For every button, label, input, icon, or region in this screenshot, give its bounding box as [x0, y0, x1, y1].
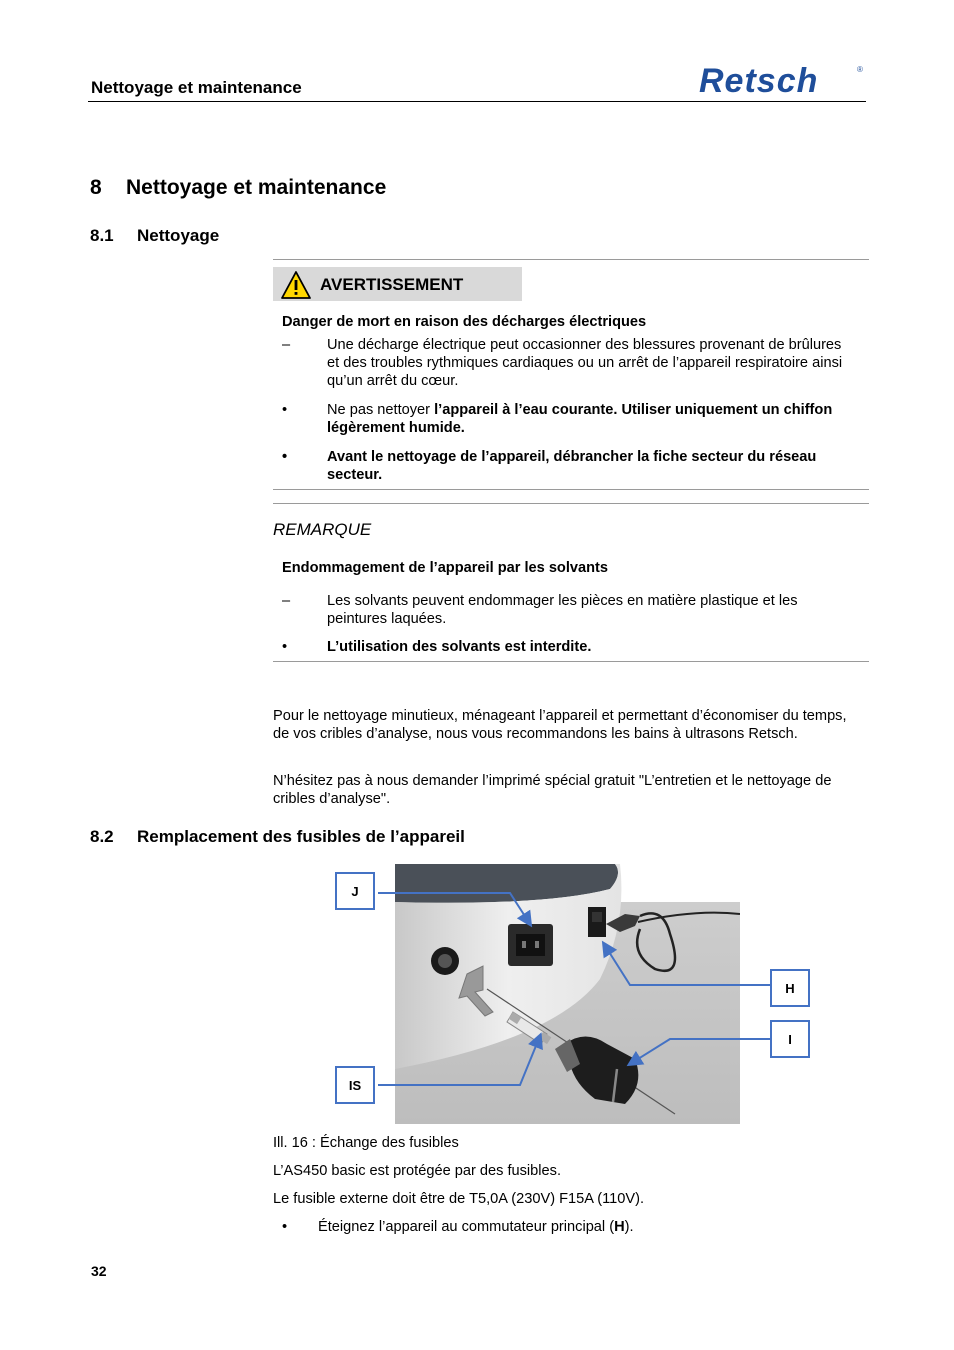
warning-item-3-text: Avant le nettoyage de l’appareil, débrancher la fiche secteur du réseau secteur.	[327, 449, 817, 483]
note-label: REMARQUE	[273, 520, 372, 539]
warning-bottom-rule	[273, 489, 869, 490]
note-item-1-text: Les solvants peuvent endommager les pièces en matière plastique et les peintures laquées.	[327, 593, 798, 627]
callout-label-j: J	[335, 872, 375, 910]
page-number: 32	[91, 1263, 107, 1279]
logo-wordmark: Retsch	[699, 62, 819, 100]
warning-heading: Danger de mort en raison des décharges électriques	[282, 314, 647, 330]
section-8-2-title: Remplacement des fusibles de l’appareil	[137, 827, 465, 846]
section-8-2-number: 8.2	[90, 827, 114, 846]
instruction-marker: •	[282, 1219, 288, 1235]
warning-item-3-marker: •	[282, 449, 288, 465]
header-rule	[88, 101, 866, 102]
logo-registered-mark: ®	[857, 65, 863, 74]
note-heading: Endommagement de l’appareil par les solvants	[282, 560, 609, 576]
fuse-replacement-illustration	[395, 864, 740, 1124]
figure-caption: Ill. 16 : Échange des fusibles	[273, 1135, 459, 1151]
note-item-2-marker: •	[282, 639, 288, 655]
warning-label: AVERTISSEMENT	[320, 275, 464, 294]
running-header: Nettoyage et maintenance	[91, 78, 302, 97]
callout-label-h: H	[770, 969, 810, 1007]
section-8-number: 8	[90, 176, 102, 199]
section-8-heading	[90, 176, 386, 200]
section-8-2-heading	[90, 827, 465, 847]
retsch-logo	[697, 60, 865, 100]
warning-top-rule	[273, 259, 869, 260]
note-item-2-text: L’utilisation des solvants est interdite.	[327, 639, 592, 655]
note-bottom-rule	[273, 661, 869, 662]
warning-item-2-marker: •	[282, 402, 288, 418]
callout-label-is: IS	[335, 1066, 375, 1104]
warning-triangle-icon	[280, 270, 312, 300]
callout-label-i: I	[770, 1020, 810, 1058]
body-paragraph-1: Pour le nettoyage minutieux, ménageant l’appareil et permettant d’économiser du temps, de vos cribles d’analyse, nous vous recommandons les bains à ultrasons Retsch.	[273, 708, 847, 742]
after-figure-line-2: Le fusible externe doit être de T5,0A (230V) F15A (110V).	[273, 1191, 645, 1207]
warning-item-2-text: Ne pas nettoyer l’appareil à l’eau courante. Utiliser uniquement un chiffon légèrement humide.	[327, 402, 833, 436]
section-8-1-title: Nettoyage	[137, 226, 220, 245]
section-8-1-heading	[90, 226, 219, 246]
section-8-title: Nettoyage et maintenance	[126, 176, 387, 199]
note-item-1-marker: –	[282, 593, 291, 609]
note-top-rule	[273, 503, 869, 504]
after-figure-line-1: L’AS450 basic est protégée par des fusibles.	[273, 1163, 562, 1179]
body-paragraph-2: N’hésitez pas à nous demander l’imprimé spécial gratuit "L’entretien et le nettoyage de cribles d’analyse".	[273, 773, 832, 807]
warning-item-1-text: Une décharge électrique peut occasionner des blessures provenant de brûlures et des troubles rythmiques cardiaques ou un arrêt de l’appareil respiratoire ainsi qu’un arrêt du cœur.	[327, 337, 843, 389]
instruction-text: Éteignez l’appareil au commutateur principal (H).	[318, 1219, 634, 1235]
warning-label-box	[273, 267, 522, 301]
section-8-1-number: 8.1	[90, 226, 114, 245]
warning-item-1-marker: –	[282, 337, 291, 353]
